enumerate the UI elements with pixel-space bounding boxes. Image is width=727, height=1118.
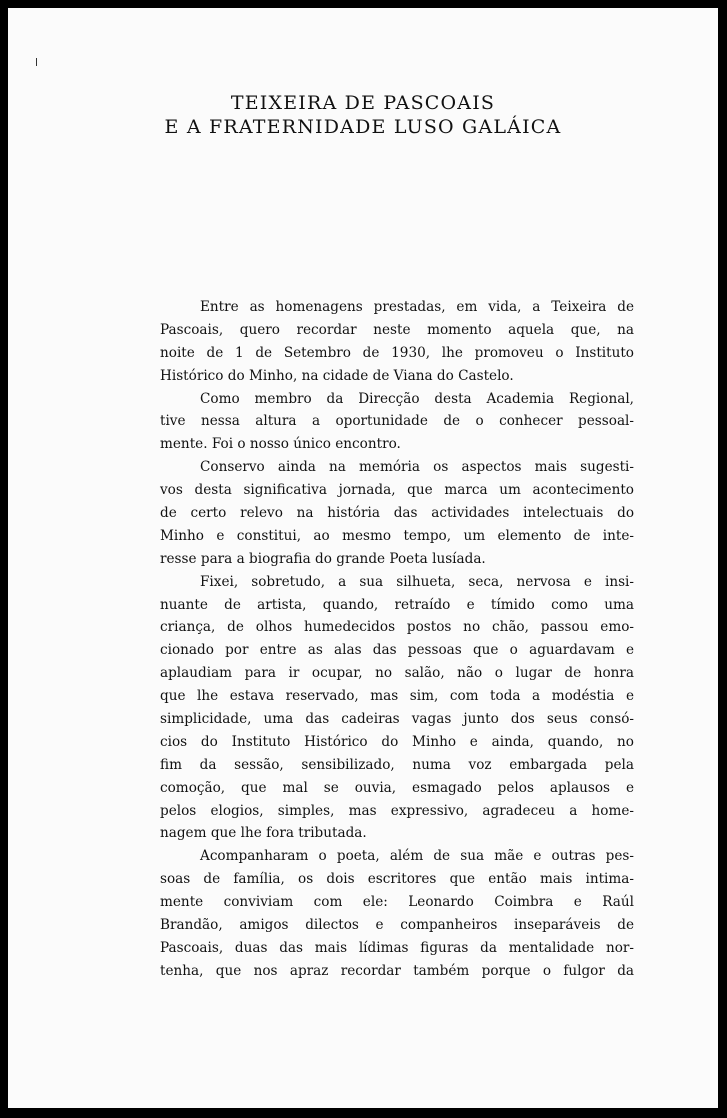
text-line: pelos elogios, simples, mas expressivo, agradeceu a home- — [160, 802, 634, 819]
text-line: Pascoais, duas das mais lídimas figuras da mentalidade nor- — [160, 939, 634, 956]
text-line: cios do Instituto Histórico do Minho e ainda, quando, no — [160, 733, 634, 750]
text-line: aplaudiam para ir ocupar, no salão, não o lugar de honra — [160, 665, 634, 682]
print-speck — [36, 58, 37, 66]
text-line: de certo relevo na história das actividades intelectuais do — [160, 505, 634, 522]
text-line: Histórico do Minho, na cidade de Viana do Castelo. — [160, 367, 514, 384]
text-line: soas de família, os dois escritores que então mais intima- — [160, 871, 634, 888]
text-line: cionado por entre as alas das pessoas que o aguardavam e — [160, 642, 634, 659]
body-text — [160, 296, 634, 983]
text-line: mente. Foi o nosso único encontro. — [160, 436, 401, 453]
book-page — [8, 8, 718, 1108]
text-line: mente conviviam com ele: Leonardo Coimbra e Raúl — [160, 894, 634, 911]
text-line: Como membro da Direcção desta Academia Regional, — [200, 390, 634, 407]
text-line: que lhe estava reservado, mas sim, com toda a modéstia e — [160, 688, 634, 705]
text-line: Pascoais, quero recordar neste momento aquela que, na — [160, 321, 634, 338]
text-line: criança, de olhos humedecidos postos no chão, passou emo- — [160, 619, 634, 636]
paragraph — [160, 571, 634, 846]
text-line: Brandão, amigos dilectos e companheiros inseparáveis de — [160, 917, 634, 934]
text-line: Fixei, sobretudo, a sua silhueta, seca, nervosa e insi- — [200, 573, 634, 590]
text-line: resse para a biografia do grande Poeta lusíada. — [160, 550, 486, 567]
text-line: fim da sessão, sensibilizado, numa voz embargada pela — [160, 756, 634, 773]
chapter-title — [8, 91, 718, 139]
text-line: Acompanharam o poeta, além de sua mãe e outras pes- — [200, 848, 634, 865]
paragraph — [160, 845, 634, 982]
text-line: simplicidade, uma das cadeiras vagas junto dos seus consó- — [160, 711, 634, 728]
paragraph — [160, 296, 634, 388]
text-line: Conservo ainda na memória os aspectos mais sugesti- — [200, 459, 634, 476]
paragraph — [160, 388, 634, 457]
text-line: nagem que lhe fora tributada. — [160, 825, 367, 842]
title-line-2: E A FRATERNIDADE LUSO GALÁICA — [164, 116, 562, 138]
text-line: Minho e constitui, ao mesmo tempo, um elemento de inte- — [160, 527, 634, 544]
text-line: comoção, que mal se ouvia, esmagado pelos aplausos e — [160, 779, 634, 796]
text-line: vos desta significativa jornada, que marca um acontecimento — [160, 482, 634, 499]
text-line: tenha, que nos apraz recordar também porque o fulgor da — [160, 962, 634, 979]
title-line-1: TEIXEIRA DE PASCOAIS — [230, 92, 496, 114]
text-line: noite de 1 de Setembro de 1930, lhe promoveu o Instituto — [160, 344, 634, 361]
text-line: Entre as homenagens prestadas, em vida, a Teixeira de — [200, 299, 634, 315]
text-line: nuante de artista, quando, retraído e tímido como uma — [160, 596, 634, 613]
paragraph — [160, 456, 634, 570]
text-line: tive nessa altura a oportunidade de o conhecer pessoal- — [160, 413, 634, 430]
